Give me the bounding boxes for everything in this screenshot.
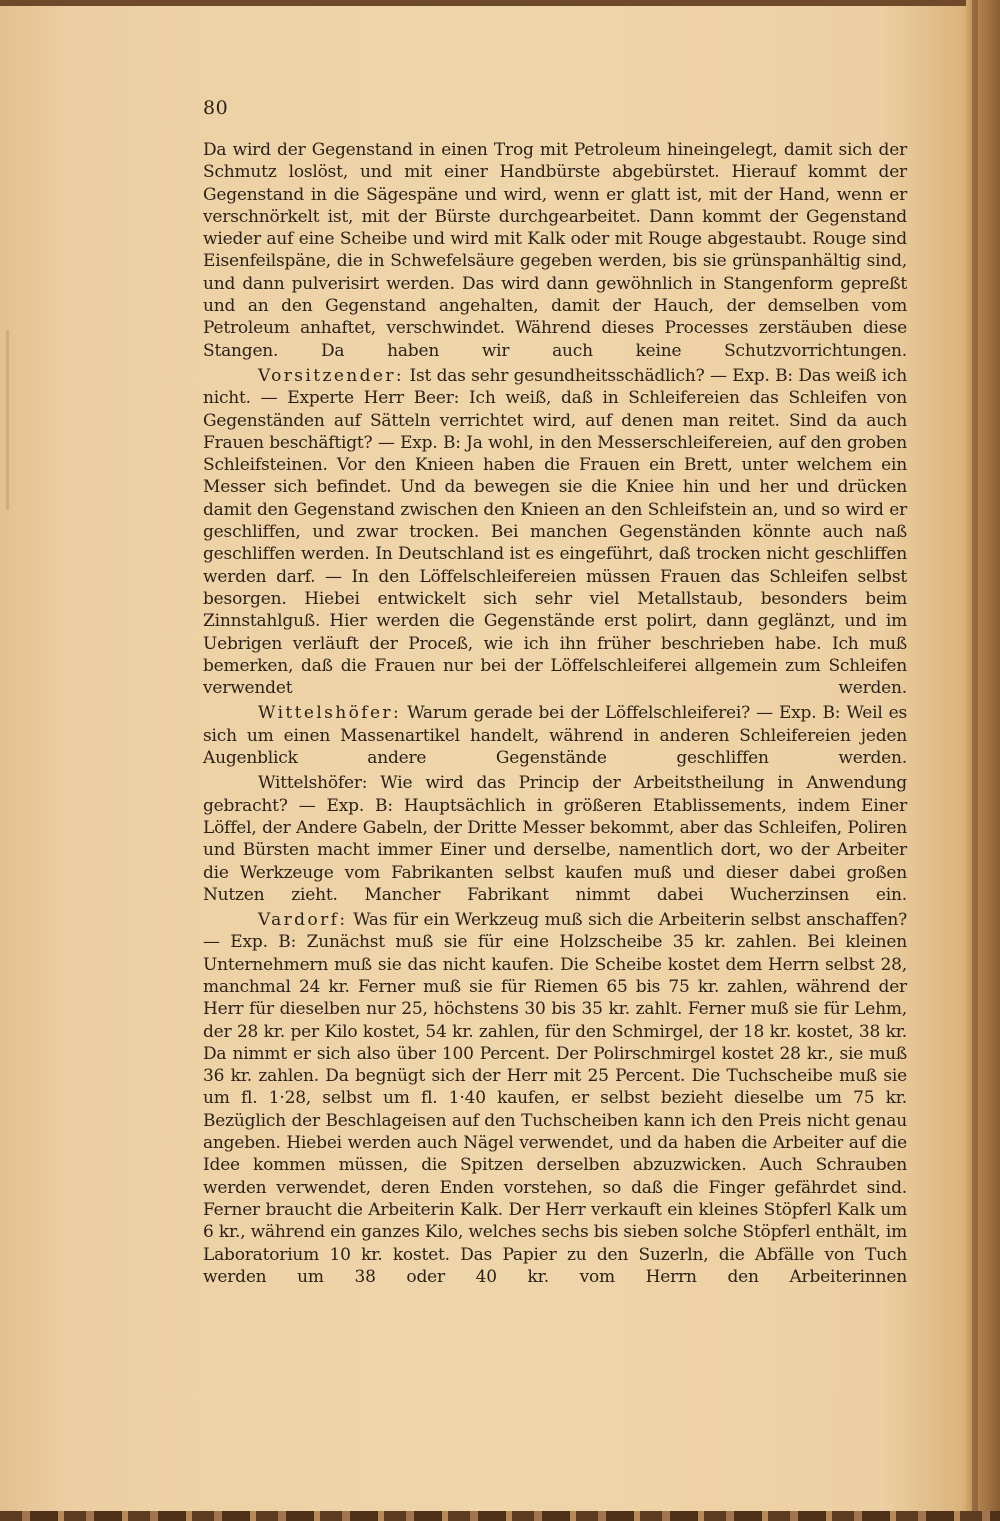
page-number: 80 bbox=[203, 97, 229, 119]
body-text bbox=[203, 139, 907, 1291]
speaker-name: Wittelshöfer: bbox=[258, 773, 368, 794]
paragraph-text: Wie wird das Princip der Arbeitstheilung in Anwendung gebracht? — Exp. B: Hauptsächlich in größeren Etablissements, indem Einer Löffel, der Andere Gabeln, der Dritte Messer bekommt, aber das Schleifen, Poliren und Bürsten macht immer Einer und derselbe, namentlich dort, wo der Arbeiter die Werkzeuge vom Fabrikanten selbst kaufen muß und dieser dabei großen Nutzen zieht. Mancher Fabrikant nimmt dabei Wucherzinsen ein. bbox=[203, 773, 907, 905]
paragraph-text: Da wird der Gegenstand in einen Trog mit Petroleum hineingelegt, damit sich der Schmutz loslöst, und mit einer Handbürste abgebürstet. Hierauf kommt der Gegenstand in die Sägespäne und wird, wenn er glatt ist, mit der Hand, wenn er verschnörkelt ist, mit der Bürste durchgearbeitet. Dann kommt der Gegenstand wieder auf eine Scheibe und wird mit Kalk oder mit Rouge abgestaubt. Rouge sind Eisenfeilspäne, die in Schwefelsäure gegeben werden, bis sie grünspanhältig sind, und dann pulverisirt werden. Das wird dann gewöhnlich in Stangenform gepreßt und an den Gegenstand angehalten, damit der Hauch, der demselben vom Petroleum anhaftet, verschwindet. Während dieses Processes zerstäuben diese Stangen. Da haben wir auch keine Schutzvorrichtungen. bbox=[203, 140, 907, 361]
paragraph-text: Warum gerade bei der Löffelschleiferei? — Exp. B: Weil es sich um einen Massenartikel handelt, während in anderen Schleifereien jeden Augenblick andere Gegenstände geschliffen werden. bbox=[203, 703, 907, 769]
paper-stain bbox=[6, 330, 9, 510]
speaker-name: Wittelshöfer: bbox=[258, 703, 402, 724]
paragraph bbox=[203, 365, 907, 699]
paragraph bbox=[203, 772, 907, 906]
speaker-name: Vardorf: bbox=[258, 910, 348, 931]
paragraph bbox=[203, 139, 907, 362]
spine-shadow bbox=[972, 0, 978, 1521]
page-top-edge bbox=[0, 0, 1000, 6]
speaker-name: Vorsitzender: bbox=[258, 365, 405, 386]
paragraph bbox=[203, 909, 907, 1288]
paragraph-text: Ist das sehr gesundheitsschädlich? — Exp. B: Das weiß ich nicht. — Experte Herr Beer: Ich weiß, daß in Schleifereien das Schleifen von Gegenständen auf Sätteln verrichtet wird, auf denen man reitet. Sind da auch Frauen beschäftigt? — Exp. B: Ja wohl, in den Messerschleifereien, auf den groben Schleifsteinen. Vor den Knieen haben die Frauen ein Brett, unter welchem ein Messer sich befindet. Und da bewegen sie die Kniee hin und her und drücken damit den Gegenstand zwischen den Knieen an den Schleifstein an, und so wird er geschliffen, und zwar trocken. Bei manchen Gegenständen könnte auch naß geschliffen werden. In Deutschland ist es eingeführt, daß trocken nicht geschliffen werden darf. — In den Löffelschleifereien müssen Frauen das Schleifen selbst besorgen. Hiebei entwickelt sich sehr viel Metallstaub, besonders beim Zinnstahlguß. Hier werden die Gegenstände erst polirt, dann geglänzt, und im Uebrigen verläuft der Proceß, wie ich ihn früher beschrieben habe. Ich muß bemerken, daß die Frauen nur bei der Löffelschleiferei allgemein zum Schleifen verwendet werden. bbox=[203, 365, 907, 699]
paragraph-text: Was für ein Werkzeug muß sich die Arbeiterin selbst anschaffen? — Exp. B: Zunächst muß sie für eine Holzscheibe 35 kr. zahlen. Bei kleinen Unternehmern muß sie das nicht kaufen. Die Scheibe kostet dem Herrn selbst 28, manchmal 24 kr. Ferner muß sie für Riemen 65 bis 75 kr. zahlen, während der Herr für dieselben nur 25, höchstens 30 bis 35 kr. zahlt. Ferner muß sie für Lehm, der 28 kr. per Kilo kostet, 54 kr. zahlen, für den Schmirgel, der 18 kr. kostet, 38 kr. Da nimmt er sich also über 100 Percent. Der Polirschmirgel kostet 28 kr., sie muß 36 kr. zahlen. Da begnügt sich der Herr mit 25 Percent. Die Tuchscheibe muß sie um fl. 1·28, selbst um fl. 1·40 kaufen, er selbst bezieht dieselbe um 75 kr. Bezüglich der Beschlageisen auf den Tuchscheiben kann ich den Preis nicht genau angeben. Hiebei werden auch Nägel verwendet, und da haben die Arbeiter auf die Idee kommen müssen, die Spitzen derselben abzuzwicken. Auch Schrauben werden verwendet, deren Enden vorstehen, so daß die Finger gefährdet sind. Ferner braucht die Arbeiterin Kalk. Der Herr verkauft ein kleines Stöpferl Kalk um 6 kr., während ein ganzes Kilo, welches sechs bis sieben solche Stöpferl enthält, im Laboratorium 10 kr. kostet. Das Papier zu den Suzerln, die Abfälle von Tuch werden um 38 oder 40 kr. vom Herrn den Arbeiterinnen bbox=[203, 910, 907, 1287]
page-bottom-edge bbox=[0, 1511, 1000, 1521]
paragraph bbox=[203, 702, 907, 769]
